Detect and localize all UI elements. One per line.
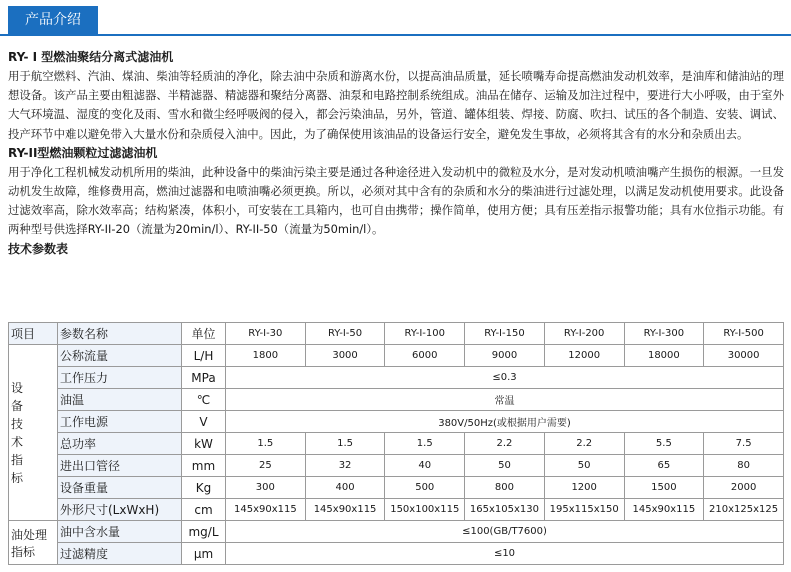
param-value: 145x90x115	[624, 499, 704, 521]
group-label-char: 标	[11, 470, 24, 485]
param-unit: Kg	[182, 477, 226, 499]
param-unit: μm	[182, 543, 226, 565]
param-value: 400	[305, 477, 385, 499]
header-model: RY-I-30	[226, 323, 306, 345]
section-tab-bar	[0, 6, 791, 36]
param-value: 25	[226, 455, 306, 477]
table-row	[9, 389, 784, 411]
param-value: 7.5	[704, 433, 784, 455]
param-value: 500	[385, 477, 465, 499]
param-value: 1.5	[305, 433, 385, 455]
table-row	[9, 433, 784, 455]
tech-spec-table	[8, 322, 784, 565]
group-label-char: 设	[11, 380, 24, 395]
param-value: 2.2	[544, 433, 624, 455]
param-unit: MPa	[182, 367, 226, 389]
header-unit: 单位	[182, 323, 226, 345]
param-value: 150x100x115	[385, 499, 465, 521]
group-label-char: 技	[11, 416, 24, 431]
param-value: 800	[465, 477, 545, 499]
group-label-char: 备	[11, 398, 24, 413]
param-value: 40	[385, 455, 465, 477]
param-value: 1200	[544, 477, 624, 499]
param-unit: L/H	[182, 345, 226, 367]
param-value: 165x105x130	[465, 499, 545, 521]
param-value: 80	[704, 455, 784, 477]
param-value: 1.5	[385, 433, 465, 455]
param-name: 油中含水量	[58, 521, 182, 543]
param-value: 65	[624, 455, 704, 477]
param-unit: V	[182, 411, 226, 433]
param-value: 1800	[226, 345, 306, 367]
param-value-merged: ≤0.3	[226, 367, 784, 389]
header-model: RY-I-150	[465, 323, 545, 345]
param-value: 145x90x115	[226, 499, 306, 521]
param-value: 9000	[465, 345, 545, 367]
param-unit: kW	[182, 433, 226, 455]
table-row	[9, 345, 784, 367]
section2-title: RY-II型燃油颗粒过滤滤油机	[8, 145, 158, 160]
section1-title: RY- I 型燃油聚结分离式滤油机	[8, 50, 174, 64]
section2-body: 用于净化工程机械发动机所用的柴油，此种设备中的柴油污染主要是通过各种途径进入发动机中的微粒及水分，是对发动机喷油嘴产生损伤的根源。一旦发动机发生故障，维修费用高，燃油过滤器和电喷油嘴必须更换。所以，必须对其中含有的杂质和水分的柴油进行过滤处理，以满足发动机使用要求。此设备过滤效率高，除水效率高；结构紧凑，体积小，可安装在工具箱内，也可自由携带；操作简单，使用方便；具有压差指示报警功能；具有水位指示功能。有两种型号供选择RY-II-20（流量为20min/l）、RY-II-50（流量为50min/l）。	[8, 164, 784, 237]
param-value: 50	[544, 455, 624, 477]
param-unit: cm	[182, 499, 226, 521]
group-label-char: 指	[11, 452, 24, 467]
header-model: RY-I-50	[305, 323, 385, 345]
param-value: 5.5	[624, 433, 704, 455]
param-name: 油温	[58, 389, 182, 411]
table-header-row	[9, 323, 784, 345]
table-row	[9, 543, 784, 565]
param-value: 30000	[704, 345, 784, 367]
param-value: 50	[465, 455, 545, 477]
table-row	[9, 411, 784, 433]
param-name: 工作电源	[58, 411, 182, 433]
header-param: 参数名称	[58, 323, 182, 345]
section1-body: 用于航空燃料、汽油、煤油、柴油等轻质油的净化，除去油中杂质和游离水份，以提高油品质量，延长喷嘴寿命提高燃油发动机效率，是油库和储油站的理想设备。该产品主要由粗滤器、半精滤器、精滤器和聚结分离器、油泵和电路控制系统组成。油品在储存、运输及加注过程中，要进行大小呼吸，由于室外大气环境温、湿度的变化及雨、雪水和微尘经呼吸阀的侵入，都会污染油品，另外，管道、罐体组装、焊接、防腐、吹扫、试压的各个制造、安装、调试、投产环节中难以避免带入大量水份和杂质侵入油中。因此，为了确保使用该油品的设备运行安全，避免发生事故，必须将其含有的水分和杂质出去。	[8, 69, 784, 141]
param-name: 过滤精度	[58, 543, 182, 565]
table-row	[9, 455, 784, 477]
group-label-char: 术	[11, 434, 24, 449]
param-value: 3000	[305, 345, 385, 367]
param-value: 1500	[624, 477, 704, 499]
table-row	[9, 499, 784, 521]
param-name: 总功率	[58, 433, 182, 455]
param-name: 公称流量	[58, 345, 182, 367]
header-model: RY-I-200	[544, 323, 624, 345]
param-unit: ℃	[182, 389, 226, 411]
param-unit: mm	[182, 455, 226, 477]
group-label-oil	[9, 521, 58, 565]
param-value: 18000	[624, 345, 704, 367]
group-label-line: 指标	[11, 544, 36, 559]
param-value-merged: 380V/50Hz(或根据用户需要)	[226, 411, 784, 433]
param-name: 设备重量	[58, 477, 182, 499]
group-label-equipment	[9, 345, 58, 521]
param-value: 1.5	[226, 433, 306, 455]
param-value-merged: 常温	[226, 389, 784, 411]
param-value: 145x90x115	[305, 499, 385, 521]
param-name: 外形尺寸(LxWxH)	[58, 499, 182, 521]
param-name: 工作压力	[58, 367, 182, 389]
table-row	[9, 367, 784, 389]
param-value-merged: ≤100(GB/T7600)	[226, 521, 784, 543]
product-description	[8, 48, 784, 258]
header-item: 项目	[9, 323, 58, 345]
param-name: 进出口管径	[58, 455, 182, 477]
param-value: 210x125x125	[704, 499, 784, 521]
header-model: RY-I-500	[704, 323, 784, 345]
param-value: 195x115x150	[544, 499, 624, 521]
param-value: 300	[226, 477, 306, 499]
param-value: 2.2	[465, 433, 545, 455]
group-label-line: 油处理	[11, 527, 48, 542]
param-value: 12000	[544, 345, 624, 367]
table-row	[9, 477, 784, 499]
param-value: 2000	[704, 477, 784, 499]
param-value: 32	[305, 455, 385, 477]
table-row	[9, 521, 784, 543]
table-title: 技术参数表	[8, 241, 69, 256]
param-unit: mg/L	[182, 521, 226, 543]
header-model: RY-I-100	[385, 323, 465, 345]
header-model: RY-I-300	[624, 323, 704, 345]
tab-product-intro[interactable]: 产品介绍	[8, 6, 98, 34]
param-value: 6000	[385, 345, 465, 367]
param-value-merged: ≤10	[226, 543, 784, 565]
